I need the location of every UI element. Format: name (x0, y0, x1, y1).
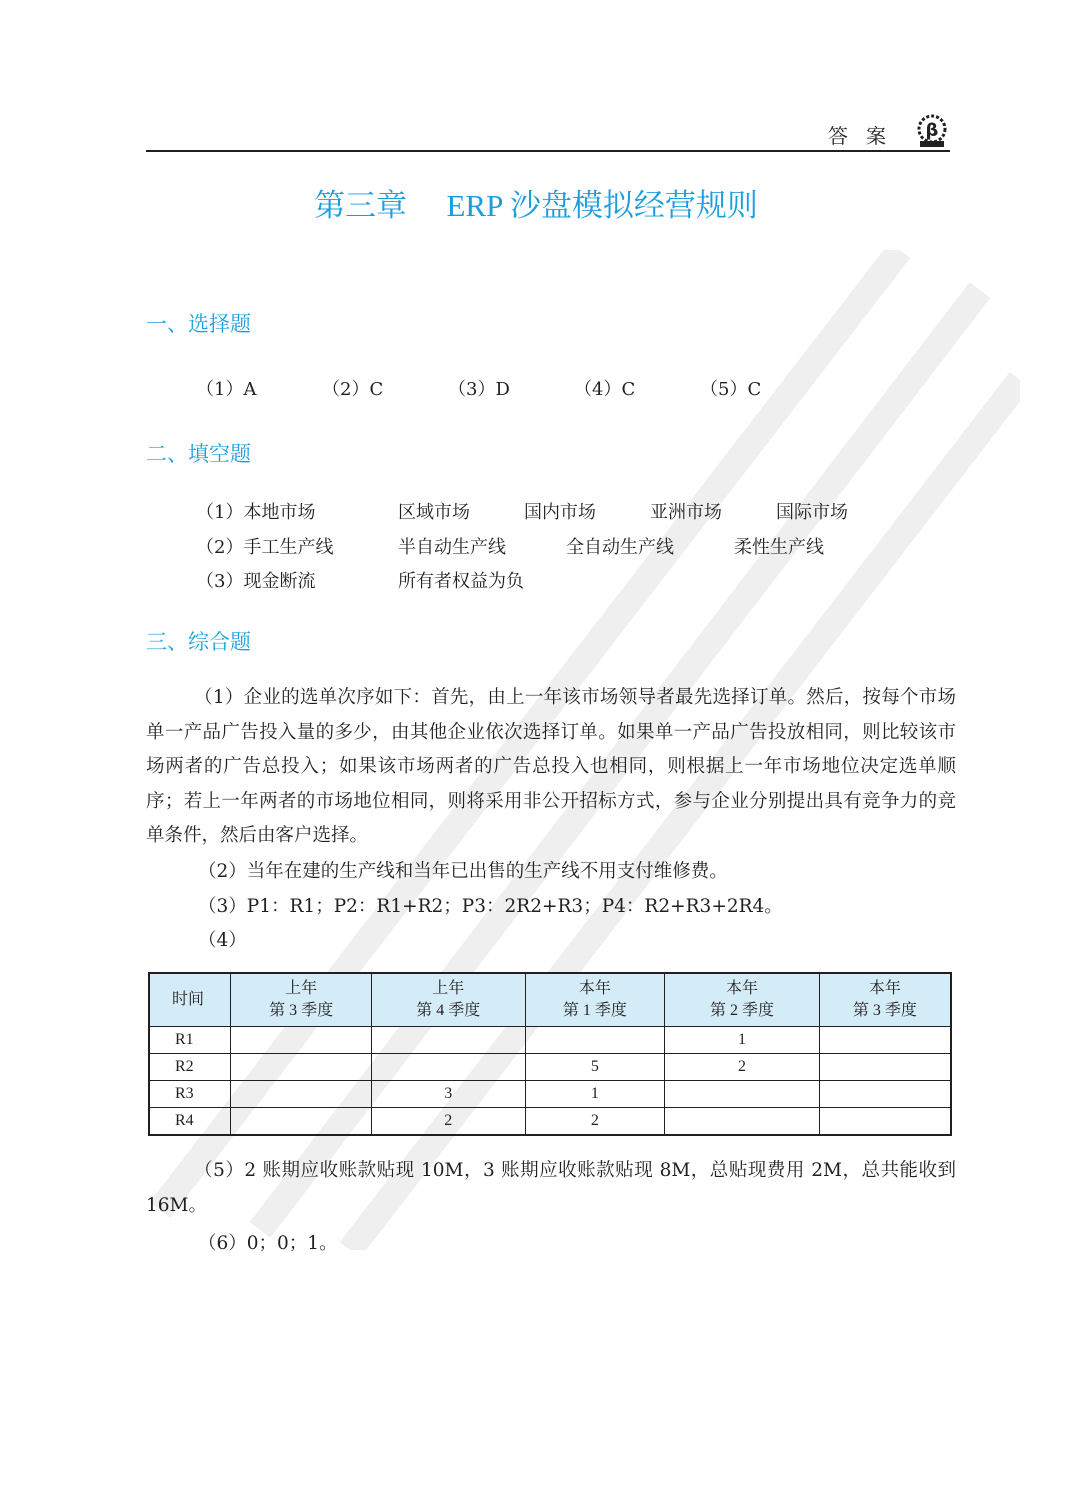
running-header (146, 118, 950, 152)
section-heading-choice: 一、选择题 (146, 312, 251, 336)
table-cell (231, 1081, 372, 1108)
fill-answer: 半自动生产线 (398, 537, 506, 558)
row-label: R2 (149, 1054, 231, 1081)
table-header-row (149, 973, 951, 1027)
answer-q2: （2）当年在建的生产线和当年已出售的生产线不用支付维修费。 (198, 861, 728, 882)
section-heading-fill: 二、填空题 (146, 442, 251, 466)
table-cell (525, 1027, 665, 1054)
header-cell: 时间 (149, 973, 231, 1027)
running-title: 答案 (828, 124, 904, 148)
fill-answer: 亚洲市场 (650, 502, 722, 523)
table-cell (231, 1054, 372, 1081)
header-cell: 本年 第 2 季度 (665, 973, 820, 1027)
row-label: R4 (149, 1108, 231, 1136)
answer-q3: （3）P1：R1；P2：R1+R2；P3：2R2+R3；P4：R2+R3+2R4。 (198, 896, 783, 917)
material-schedule-table (148, 972, 952, 1136)
answer-q1: （1）企业的选单次序如下：首先，由上一年该市场领导者最先选择订单。然后，按每个市场单一产品广告投入量的多少，由其他企业依次选择订单。如果单一产品广告投放相同，则比较该市场两者的广告总投入；如果该市场两者的广告总投入也相同，则根据上一年市场地位决定选单顺序；若上一年两者的市场地位相同，则将采用非公开招标方式，参与企业分别提出具有竞争力的竞单条件，然后由客户选择。 (146, 687, 956, 846)
fill-answer: 柔性生产线 (734, 537, 824, 558)
table-cell: 5 (525, 1054, 665, 1081)
choice-answer: （4）C (574, 379, 636, 400)
fill-answer: （3）现金断流 (196, 571, 316, 592)
fill-answer: 国际市场 (776, 502, 848, 523)
table-cell: 2 (665, 1054, 820, 1081)
table-cell: 1 (525, 1081, 665, 1108)
table-row (149, 1108, 951, 1136)
svg-text:β: β (925, 120, 939, 141)
answer-q5: （5）2 账期应收账款贴现 10M，3 账期应收账款贴现 8M，总贴现费用 2M，总共能收到 16M。 (146, 1160, 956, 1216)
fill-answer: 国内市场 (524, 502, 596, 523)
table-cell: 2 (525, 1108, 665, 1136)
table-cell (819, 1054, 951, 1081)
answer-q6: （6）0；0；1。 (198, 1233, 338, 1254)
table-cell (665, 1081, 820, 1108)
table-row (149, 1027, 951, 1054)
table-cell: 1 (665, 1027, 820, 1054)
table-cell (231, 1108, 372, 1136)
table-cell (819, 1027, 951, 1054)
header-cell: 本年 第 3 季度 (819, 973, 951, 1027)
choice-answer: （5）C (700, 379, 762, 400)
table-cell: 2 (372, 1108, 526, 1136)
header-cell: 上年 第 3 季度 (231, 973, 372, 1027)
answer-q4-label: （4） (198, 930, 247, 951)
table-cell (231, 1027, 372, 1054)
table-cell (665, 1108, 820, 1136)
table-row (149, 1081, 951, 1108)
fill-answer: 区域市场 (398, 502, 470, 523)
table-cell (819, 1081, 951, 1108)
table-cell: 3 (372, 1081, 526, 1108)
fill-answer: 所有者权益为负 (398, 571, 524, 592)
row-label: R1 (149, 1027, 231, 1054)
table-cell (372, 1054, 526, 1081)
chapter-number: 第三章 (314, 188, 408, 224)
choice-answer: （3）D (448, 379, 510, 400)
chapter-title (0, 180, 1072, 225)
row-label: R3 (149, 1081, 231, 1108)
chapter-name: ERP 沙盘模拟经营规则 (446, 188, 758, 223)
table-row (149, 1054, 951, 1081)
table-cell (372, 1027, 526, 1054)
fill-answer: 全自动生产线 (566, 537, 674, 558)
fill-answer: （2）手工生产线 (196, 537, 334, 558)
section-heading-comprehensive: 三、综合题 (146, 630, 251, 654)
fill-answer: （1）本地市场 (196, 502, 316, 523)
choice-answer: （1）A (196, 379, 257, 400)
table-cell (819, 1108, 951, 1136)
header-cell: 本年 第 1 季度 (525, 973, 665, 1027)
publisher-logo-icon (914, 114, 950, 148)
choice-answer: （2）C (322, 379, 384, 400)
header-cell: 上年 第 4 季度 (372, 973, 526, 1027)
